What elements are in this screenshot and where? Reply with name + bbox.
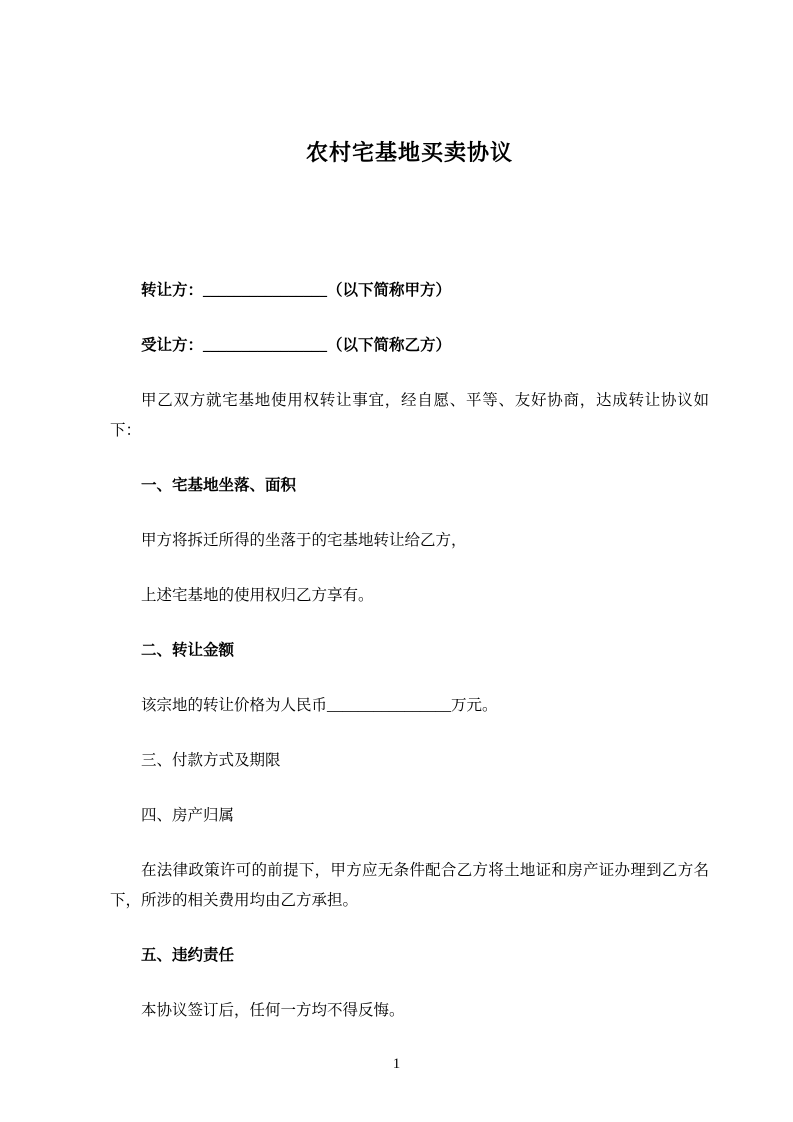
document-title: 农村宅基地买卖协议	[305, 140, 513, 165]
para-transferee-line: 受让方：________________（以下简称乙方）	[141, 337, 452, 354]
para-certificates-handling: 在法律政策许可的前提下，甲方应无条件配合乙方将土地证和房产证办理到乙方名下，所涉的相关费用均由乙方承担。	[110, 862, 709, 909]
para-transferor-line: 转让方：________________（以下简称甲方）	[141, 282, 452, 299]
page-number: 1	[392, 1056, 401, 1072]
heading-section-2-transfer-amount: 二、转让金额	[141, 642, 235, 659]
para-price: 该宗地的转让价格为人民币________________万元。	[141, 697, 498, 714]
para-transfer-statement: 甲方将拆迁所得的坐落于的宅基地转让给乙方，	[141, 532, 467, 549]
para-usage-right: 上述宅基地的使用权归乙方享有。	[141, 587, 374, 604]
para-preamble: 甲乙双方就宅基地使用权转让事宜，经自愿、平等、友好协商，达成转让协议如下：	[110, 392, 709, 439]
heading-section-4-property-ownership: 四、房产归属	[141, 807, 235, 824]
heading-section-1-location-area: 一、宅基地坐落、面积	[141, 477, 297, 494]
heading-section-3-payment-terms: 三、付款方式及期限	[141, 752, 281, 769]
document-body	[110, 276, 709, 1026]
para-no-regret-clause: 本协议签订后，任何一方均不得反悔。	[141, 1002, 405, 1019]
heading-section-5-breach-liability: 五、违约责任	[141, 947, 235, 964]
